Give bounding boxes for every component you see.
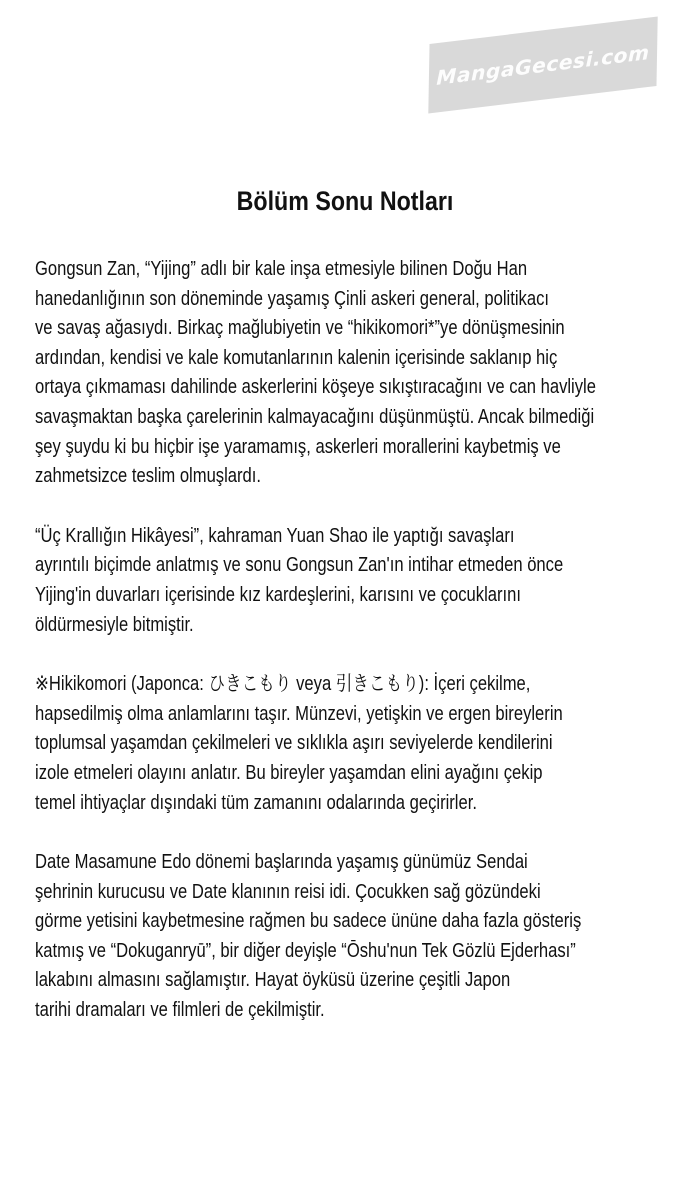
text-line: şehrinin kurucusu ve Date klanının reisi idi. Çocukken sağ gözündeki	[35, 880, 541, 903]
text-line: ayrıntılı biçimde anlatmış ve sonu Gongsun Zan'ın intihar etmeden önce	[35, 554, 564, 577]
watermark-logo	[428, 16, 657, 113]
text-line: şey şuydu ki bu hiçbir işe yaramamış, askerleri morallerini kaybetmiş ve	[35, 435, 561, 458]
text-line: ※Hikikomori (Japonca: ひきこもり veya 引きこもり): İçeri çekilme,	[35, 673, 531, 696]
text-line: Date Masamune Edo dönemi başlarında yaşamış günümüz Sendai	[35, 851, 528, 874]
text-line: ortaya çıkmaması dahilinde askerlerini köşeye sıkıştıracağını ve can havliyle	[35, 376, 596, 399]
text-line: savaşmaktan başka çarelerinin kalmayacağını düşünmüştü. Ancak bilmediği	[35, 405, 595, 428]
page-title: Bölüm Sonu Notları	[236, 186, 454, 216]
text-line: ve savaş ağasıydı. Birkaç mağlubiyetin ve “hikikomori*”ye dönüşmesinin	[35, 317, 565, 340]
text-line: zahmetsizce teslim olmuşlardı.	[35, 465, 262, 488]
paragraph-date-masamune	[35, 848, 649, 1026]
text-line: ardından, kendisi ve kale komutanlarının kalenin içerisinde saklanıp hiç	[35, 346, 558, 369]
text-line: Yijing'in duvarları içerisinde kız kardeşlerini, karısını ve çocuklarını	[35, 583, 522, 606]
watermark-text: MangaGecesi.com	[436, 40, 650, 90]
text-line: Gongsun Zan, “Yijing” adlı bir kale inşa etmesiyle bilinen Doğu Han	[35, 258, 528, 280]
text-line: öldürmesiyle bitmiştir.	[35, 613, 194, 636]
paragraph-three-kingdoms	[35, 522, 649, 640]
text-line: tarihi dramaları ve filmleri de çekilmiştir.	[35, 999, 325, 1022]
text-line: temel ihtiyaçlar dışındaki tüm zamanını odalarında geçirirler.	[35, 791, 477, 814]
text-line: “Üç Krallığın Hikâyesi”, kahraman Yuan Shao ile yaptığı savaşları	[35, 524, 515, 547]
text-line: hapsedilmiş olma anlamlarını taşır. Münzevi, yetişkin ve ergen bireylerin	[35, 702, 563, 725]
text-line: hanedanlığının son döneminde yaşamış Çinli askeri general, politikacı	[35, 287, 549, 310]
text-line: toplumsal yaşamdan çekilmeleri ve sıklıkla aşırı seviyelerde kendilerini	[35, 732, 553, 755]
paragraph-hikikomori	[35, 670, 649, 818]
text-line: katmış ve “Dokuganryū”, bir diğer deyişle “Ōshu'nun Tek Gözlü Ejderhası”	[35, 939, 576, 962]
text-line: lakabını almasını sağlamıştır. Hayat öyküsü üzerine çeşitli Japon	[35, 969, 511, 992]
notes-content	[35, 255, 649, 1056]
text-line: izole etmeleri olayını anlatır. Bu bireyler yaşamdan elini ayağını çekip	[35, 761, 543, 784]
paragraph-gongsun-zan	[35, 255, 649, 492]
text-line: görme yetisini kaybetmesine rağmen bu sadece ününe daha fazla gösteriş	[35, 910, 582, 933]
